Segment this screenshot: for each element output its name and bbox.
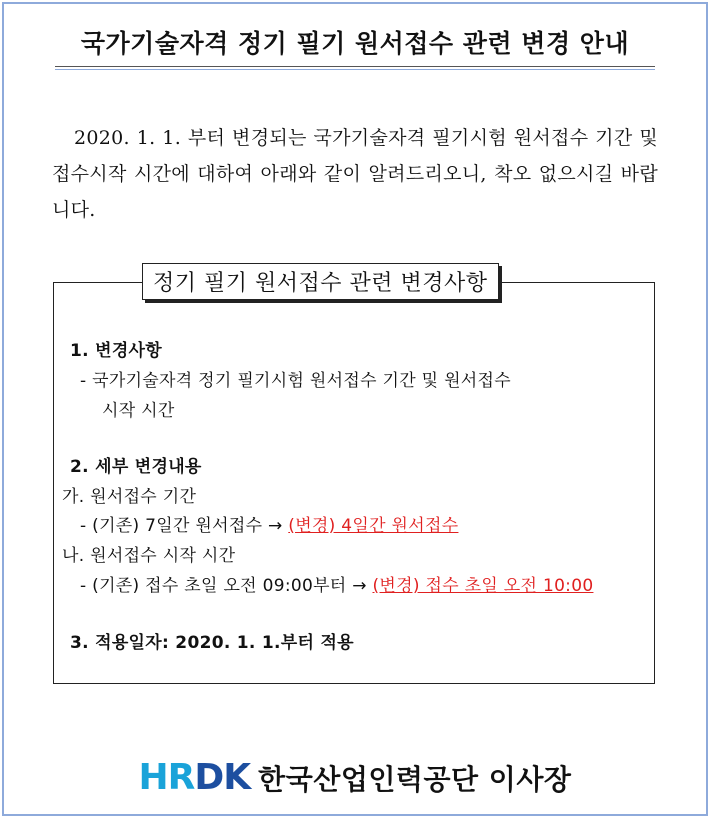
item-b-before: - (기존) 접수 초일 오전 09:00부터 → — [80, 576, 367, 596]
item-b-heading: 나. 원서접수 시작 시간 — [62, 546, 236, 566]
section1-line2: 시작 시간 — [102, 401, 175, 421]
logo-part1: HR — [138, 757, 195, 798]
item-a-before: - (기존) 7일간 원서접수 → — [80, 516, 283, 536]
section1-heading: 1. 변경사항 — [70, 341, 162, 361]
item-a-heading: 가. 원서접수 기간 — [62, 487, 197, 507]
intro-paragraph: 2020. 1. 1. 부터 변경되는 국가기술자격 필기시험 원서접수 기간 및 접수시작 시간에 대하여 아래와 같이 알려드리오니, 착오 없으시길 바랍니다. — [52, 127, 658, 221]
document-title: 국가기술자격 정기 필기 원서접수 관련 변경 안내 — [80, 29, 630, 58]
item-b-after: (변경) 접수 초일 오전 10:00 — [372, 576, 594, 596]
item-b-change — [80, 571, 593, 596]
item-a-change — [80, 511, 458, 536]
logo-part2: DK — [194, 757, 251, 798]
section2-heading: 2. 세부 변경내용 — [70, 457, 202, 477]
item-a-after: (변경) 4일간 원서접수 — [288, 516, 459, 536]
footer — [0, 757, 710, 798]
title-underline — [55, 66, 655, 70]
section1-line1: - 국가기술자격 정기 필기시험 원서접수 기간 및 원서접수 — [80, 371, 511, 391]
changes-box-title: 정기 필기 원서접수 관련 변경사항 — [142, 263, 499, 300]
organization-signature: 한국산업인력공단 이사장 — [258, 762, 572, 796]
hrdk-logo — [139, 757, 251, 798]
section3-heading: 3. 적용일자: 2020. 1. 1.부터 적용 — [70, 633, 354, 653]
